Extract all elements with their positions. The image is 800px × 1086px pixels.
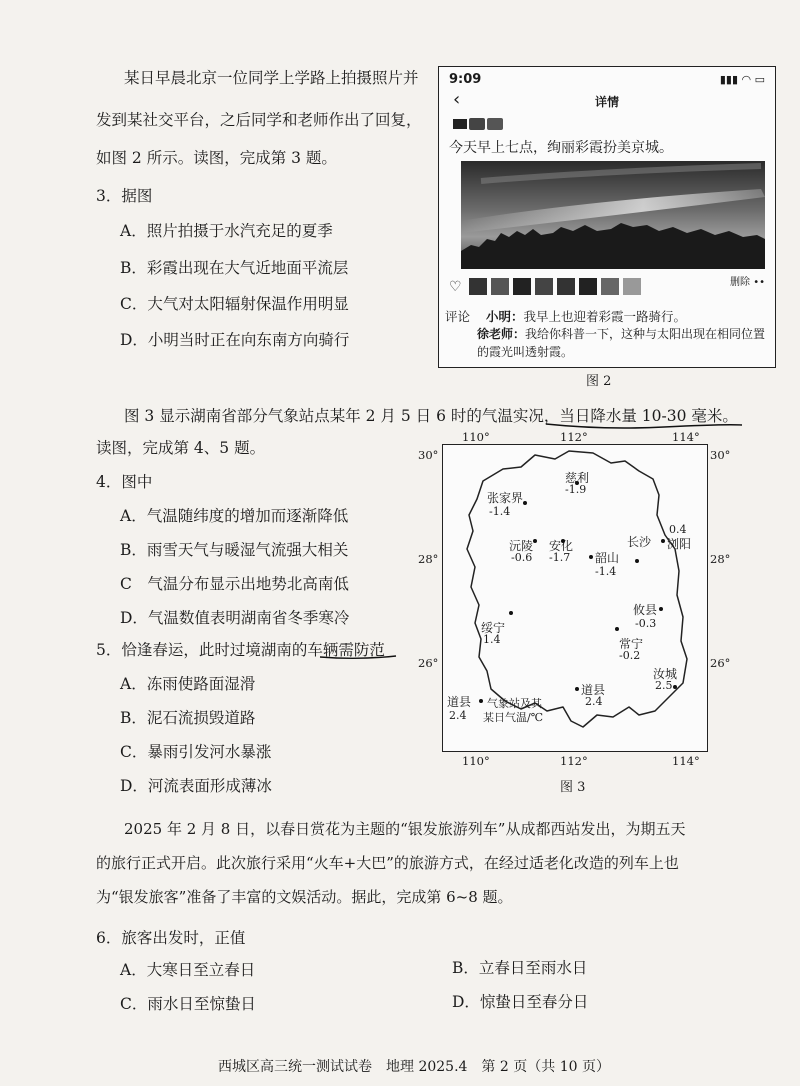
lon-top-114: 114° bbox=[672, 430, 700, 444]
q68-intro-line1: 2025 年 2 月 8 日，以春日赏花为主题的“银发旅游列车”从成都西站发出，为期五天 bbox=[124, 820, 686, 838]
lat-right-28: 28° bbox=[710, 552, 731, 566]
comment2-text: 我给你科普一下，这种与太阳出现在相同位置的霞光叫透射霞。 bbox=[477, 327, 766, 359]
lat-left-30: 30° bbox=[418, 448, 439, 462]
station-shaoshan-name: 韶山 bbox=[595, 551, 620, 565]
station-changning-name: 常宁 bbox=[619, 637, 644, 651]
station-changning-temp: -0.2 bbox=[619, 649, 641, 662]
station-cili-name: 慈利 bbox=[565, 471, 590, 485]
station-youxian-name: 攸县 bbox=[633, 603, 658, 617]
q4-option-c: C 气温分布显示出地势北高南低 bbox=[120, 575, 349, 593]
q3-option-d: D．小明当时正在向东南方向骑行 bbox=[120, 331, 350, 349]
question-3-stem: 3．据图 bbox=[96, 187, 153, 205]
legend-text-2: 某日气温/℃ bbox=[483, 711, 544, 724]
q3-intro-line2: 发到某社交平台，之后同学和老师作出了回复， bbox=[96, 111, 422, 129]
station-yuanling-name: 沅陵 bbox=[509, 539, 534, 553]
post-detail-title: 详情 bbox=[594, 95, 619, 109]
legend-dot bbox=[479, 699, 483, 703]
hunan-temperature-map bbox=[442, 444, 708, 752]
station-dot-yuanling bbox=[533, 539, 537, 543]
q4-option-a: A．气温随纬度的增加而逐渐降低 bbox=[120, 507, 349, 525]
station-suining-name: 绥宁 bbox=[481, 621, 506, 635]
delete-link: 删除 •• bbox=[730, 277, 765, 288]
q5-option-c: C．暴雨引发河水暴涨 bbox=[120, 743, 272, 761]
station-dot-changning bbox=[615, 627, 619, 631]
station-suining-temp: 1.4 bbox=[483, 633, 501, 646]
station-liuyang-temp: 0.4 bbox=[669, 523, 687, 536]
q68-intro-line3: 为“银发旅客”准备了丰富的文娱活动。据此，完成第 6~8 题。 bbox=[96, 888, 513, 906]
q5-option-b: B．泥石流损毁道路 bbox=[120, 709, 256, 727]
poster-avatar bbox=[453, 117, 505, 131]
q6-option-c: C．雨水日至惊蛰日 bbox=[120, 995, 256, 1013]
lon-top-110: 110° bbox=[462, 430, 490, 444]
q6-option-b: B．立春日至雨水日 bbox=[452, 959, 588, 977]
legend-station-name: 道县 bbox=[447, 695, 472, 709]
q4-option-b: B．雨雪天气与暖湿气流强大相关 bbox=[120, 541, 349, 559]
q3-option-b: B．彩霞出现在大气近地面平流层 bbox=[120, 259, 349, 277]
station-anhua-name: 安化 bbox=[549, 539, 574, 553]
q4-option-d: D．气温数值表明湖南省冬季寒冷 bbox=[120, 609, 350, 627]
station-shaoshan-temp: -1.4 bbox=[595, 565, 617, 578]
lon-top-112: 112° bbox=[560, 430, 588, 444]
legend-text-1: 气象站及其 bbox=[487, 697, 542, 710]
q5-option-d: D．河流表面形成薄冰 bbox=[120, 777, 272, 795]
q3-option-a: A．照片拍摄于水汽充足的夏季 bbox=[120, 222, 333, 240]
handwritten-underline-2 bbox=[318, 652, 398, 662]
station-zhangjiajie-temp: -1.4 bbox=[489, 505, 511, 518]
post-text: 今天早上七点，绚丽彩霞扮美京城。 bbox=[449, 140, 673, 156]
station-dot-rucheng bbox=[673, 685, 677, 689]
comment-row-1 bbox=[445, 307, 686, 325]
comment1-text: 我早上也迎着彩霞一路骑行。 bbox=[523, 309, 687, 324]
q45-intro-line1: 图 3 显示湖南省部分气象站点某年 2 月 5 日 6 时的气温实况，当日降水量 10-30 毫米。 bbox=[124, 407, 738, 425]
legend-station-temp: 2.4 bbox=[449, 709, 467, 722]
question-5-stem: 5．恰逢春运，此时过境湖南的车辆需防范 bbox=[96, 641, 385, 659]
q6-option-d: D．惊蛰日至春分日 bbox=[452, 993, 589, 1011]
comment1-author: 小明： bbox=[485, 309, 524, 324]
figure-3-caption: 图 3 bbox=[560, 780, 586, 795]
figure-2-caption: 图 2 bbox=[586, 374, 612, 389]
comment2-author: 徐老师： bbox=[477, 327, 526, 341]
svg-text:♡: ♡ bbox=[449, 279, 462, 295]
q3-intro-line1: 某日早晨北京一位同学上学路上拍摄照片并 bbox=[124, 69, 419, 87]
station-dot-zhangjiajie bbox=[523, 501, 527, 505]
q6-option-a: A．大寒日至立春日 bbox=[120, 961, 256, 979]
lon-bottom-112: 112° bbox=[560, 754, 588, 768]
comment-label: 评论 bbox=[445, 309, 471, 324]
station-zhangjiajie-name: 张家界 bbox=[487, 491, 524, 505]
station-rucheng-name: 汝城 bbox=[653, 667, 678, 681]
q3-option-c: C．大气对太阳辐射保温作用明显 bbox=[120, 295, 349, 313]
station-youxian-temp: -0.3 bbox=[635, 617, 657, 630]
station-anhua-temp: -1.7 bbox=[549, 551, 571, 564]
station-dot-youxian bbox=[659, 607, 663, 611]
lon-bottom-110: 110° bbox=[462, 754, 490, 768]
station-cili-temp: -1.9 bbox=[565, 483, 587, 496]
station-changsha-name: 长沙 bbox=[627, 535, 652, 549]
station-dot-daoxian bbox=[575, 687, 579, 691]
like-avatars bbox=[447, 275, 757, 297]
page-footer: 西城区高三统一测试试卷 地理 2025.4 第 2 页（共 10 页） bbox=[218, 1059, 610, 1075]
back-chevron-icon: ‹ bbox=[453, 89, 461, 110]
sunrise-photo bbox=[461, 161, 765, 269]
station-daoxian-temp: 2.4 bbox=[585, 695, 603, 708]
question-4-stem: 4．图中 bbox=[96, 473, 153, 491]
q45-intro-line2: 读图，完成第 4、5 题。 bbox=[96, 439, 266, 457]
lon-bottom-114: 114° bbox=[672, 754, 700, 768]
station-dot-shaoshan bbox=[589, 555, 593, 559]
station-dot-liuyang bbox=[661, 539, 665, 543]
station-dot-suining bbox=[509, 611, 513, 615]
lat-left-26: 26° bbox=[418, 656, 439, 670]
q3-intro-line3: 如图 2 所示。读图，完成第 3 题。 bbox=[96, 149, 337, 167]
status-time: 9:09 bbox=[449, 72, 482, 87]
station-yuanling-temp: -0.6 bbox=[511, 551, 533, 564]
status-icons: ▮▮▮ ◠ ▭ bbox=[719, 73, 765, 86]
social-post-screenshot bbox=[438, 66, 776, 368]
station-dot-changsha bbox=[635, 559, 639, 563]
comment-row-2 bbox=[477, 325, 769, 361]
station-liuyang-name: 浏阳 bbox=[667, 537, 692, 551]
q5-option-a: A．冻雨使路面湿滑 bbox=[120, 675, 256, 693]
lat-right-30: 30° bbox=[710, 448, 731, 462]
station-daoxian-name: 道县 bbox=[581, 683, 606, 697]
lat-right-26: 26° bbox=[710, 656, 731, 670]
question-6-stem: 6．旅客出发时，正值 bbox=[96, 929, 246, 947]
station-rucheng-temp: 2.5 bbox=[655, 679, 673, 692]
q68-intro-line2: 的旅行正式开启。此次旅行采用“火车+大巴”的旅游方式，在经过适老化改造的列车上也 bbox=[96, 854, 679, 872]
lat-left-28: 28° bbox=[418, 552, 439, 566]
